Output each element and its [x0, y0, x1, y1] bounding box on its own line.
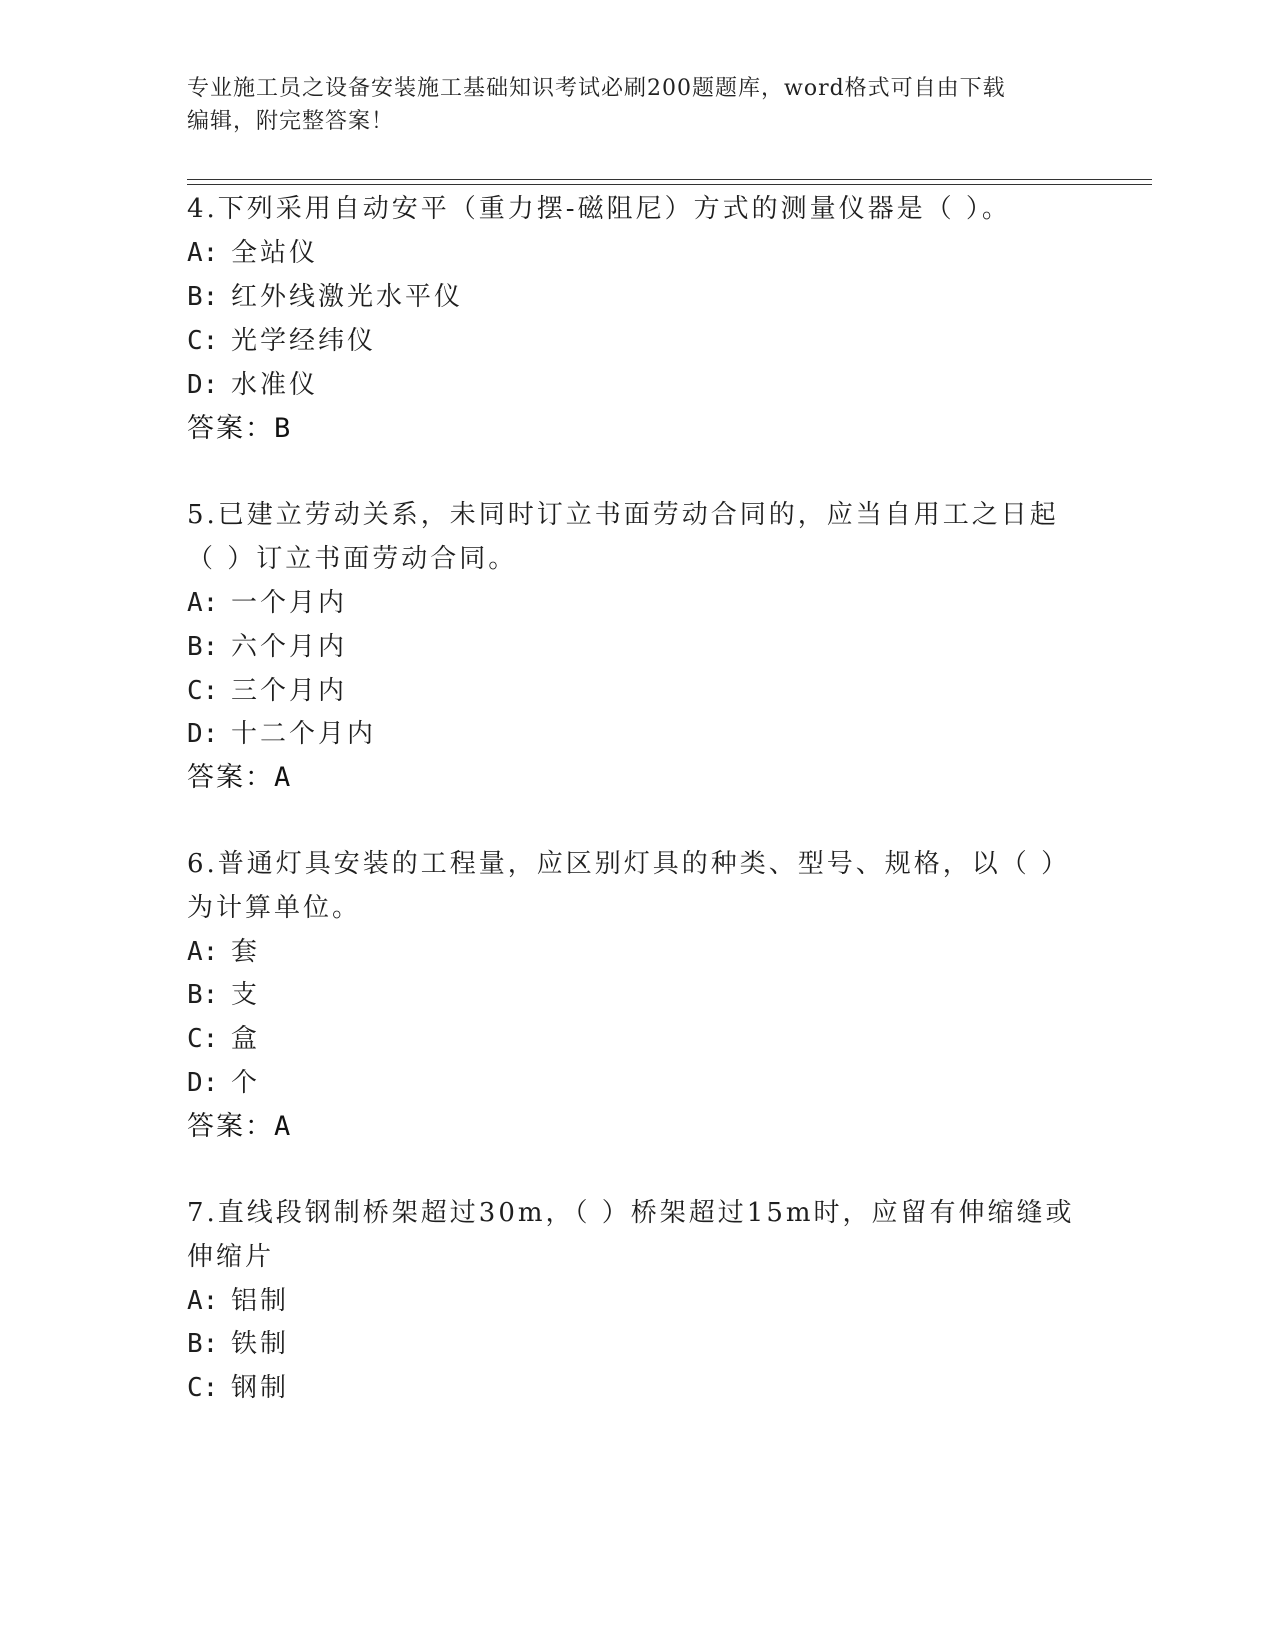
- question-5-stem-line-1: 5.已建立劳动关系，未同时订立书面劳动合同的，应当自用工之日起: [187, 500, 1059, 530]
- question-4-stem: 4.下列采用自动安平（重力摆-磁阻尼）方式的测量仪器是（ ）。: [187, 194, 1011, 224]
- answer-value: B: [274, 413, 291, 444]
- question-6-answer: [187, 1104, 290, 1150]
- option-label: C:: [187, 676, 219, 706]
- question-5-option-b: [187, 624, 347, 670]
- option-label: B:: [187, 632, 219, 662]
- question-6-option-a: [187, 929, 260, 975]
- question-5-option-d: [187, 711, 376, 757]
- option-label: D:: [187, 719, 219, 749]
- answer-label: 答案：: [187, 1111, 274, 1142]
- option-label: D:: [187, 370, 219, 400]
- header-line-1: 专业施工员之设备安装施工基础知识考试必刷200题题库，word格式可自由下载: [187, 76, 1006, 101]
- option-label: C:: [187, 1024, 219, 1054]
- option-text: 全站仪: [231, 238, 319, 268]
- option-text: 一个月内: [231, 588, 348, 618]
- question-7-option-c: [187, 1365, 289, 1411]
- option-label: A:: [187, 588, 219, 618]
- option-text: 支: [231, 980, 261, 1010]
- question-6-option-b: [187, 972, 260, 1018]
- option-label: A:: [187, 1286, 219, 1316]
- option-label: A:: [187, 238, 219, 268]
- question-4-option-a: [187, 230, 318, 276]
- option-text: 个: [231, 1068, 261, 1098]
- question-4-option-d: [187, 362, 318, 408]
- option-label: C:: [187, 326, 219, 356]
- question-6-stem-line-2: 为计算单位。: [187, 893, 362, 923]
- header-rule-top: [187, 179, 1152, 180]
- option-text: 钢制: [231, 1373, 290, 1403]
- option-text: 十二个月内: [231, 719, 377, 749]
- question-7-stem-line-1: 7.直线段钢制桥架超过30m，（ ）桥架超过15m时，应留有伸缩缝或: [187, 1198, 1075, 1228]
- question-7-stem-line-2: 伸缩片: [187, 1242, 275, 1272]
- option-text: 六个月内: [231, 632, 348, 662]
- option-label: D:: [187, 1068, 219, 1098]
- option-label: B:: [187, 282, 219, 312]
- option-label: B:: [187, 980, 219, 1010]
- question-4-answer: [187, 406, 290, 452]
- option-text: 套: [231, 937, 261, 967]
- answer-label: 答案：: [187, 762, 274, 793]
- option-text: 三个月内: [231, 676, 348, 706]
- option-text: 红外线激光水平仪: [231, 282, 464, 312]
- option-label: B:: [187, 1329, 219, 1359]
- question-5-option-c: [187, 668, 347, 714]
- option-label: C:: [187, 1373, 219, 1403]
- question-4-option-c: [187, 318, 376, 364]
- question-6-option-d: [187, 1060, 260, 1106]
- header-line-2: 编辑，附完整答案！: [187, 109, 395, 134]
- question-5-option-a: [187, 580, 347, 626]
- question-5-stem-line-2: （ ）订立书面劳动合同。: [187, 544, 518, 574]
- question-7-option-a: [187, 1278, 289, 1324]
- document-header: [187, 72, 1067, 138]
- option-text: 光学经纬仪: [231, 326, 377, 356]
- option-text: 水准仪: [231, 370, 319, 400]
- header-rule-bottom: [187, 184, 1152, 185]
- option-text: 铝制: [231, 1286, 290, 1316]
- question-6-option-c: [187, 1016, 260, 1062]
- option-label: A:: [187, 937, 219, 967]
- question-7-option-b: [187, 1321, 289, 1367]
- answer-value: A: [274, 1111, 291, 1142]
- option-text: 铁制: [231, 1329, 290, 1359]
- question-6-stem-line-1: 6.普通灯具安装的工程量，应区别灯具的种类、型号、规格，以（ ）: [187, 849, 1071, 879]
- question-5-answer: [187, 755, 290, 801]
- answer-label: 答案：: [187, 413, 274, 444]
- option-text: 盒: [231, 1024, 261, 1054]
- answer-value: A: [274, 762, 291, 793]
- question-4-option-b: [187, 274, 463, 320]
